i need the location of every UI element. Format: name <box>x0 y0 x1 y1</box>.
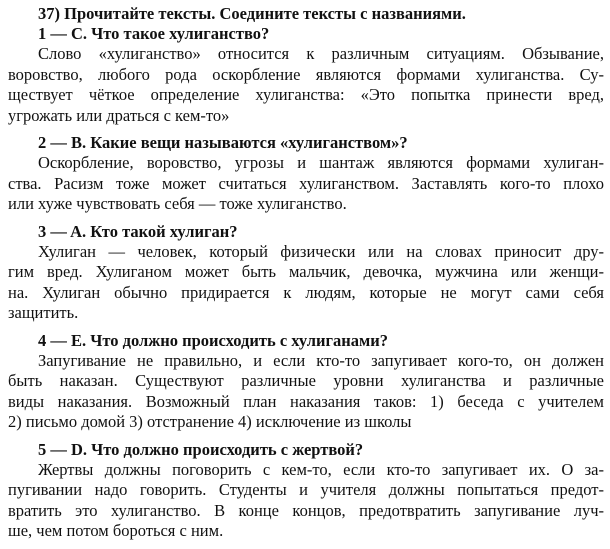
section-2 <box>8 133 604 215</box>
exercise-title: 37) Прочитайте тексты. Соедините тексты с названиями. <box>38 4 466 23</box>
body-line: ществует чёткое определение хулиганства: «Это попытка принести вред, <box>8 85 604 104</box>
section-3 <box>8 222 604 324</box>
section-4 <box>8 331 604 433</box>
body-line: Жертвы должны поговорить с кем-то, если кто-то запугивает их. О за- <box>38 459 604 479</box>
section-heading: 4 — E. Что должно происходить с хулиганами? <box>38 330 389 350</box>
body-line: на. Хулиган обычно придирается к людям, которые не могут сами себя <box>8 282 604 302</box>
section-body <box>8 242 604 324</box>
section-body <box>8 44 604 126</box>
section-body <box>8 153 604 215</box>
body-line: виды наказания. Возможный план наказания таков: 1) беседа с учителем <box>8 391 604 411</box>
body-line: угрожать или драться с кем-то» <box>8 105 230 125</box>
body-line: 2) письмо домой 3) отстранение 4) исключение из школы <box>8 412 412 431</box>
body-line: быть наказан. Существуют различные уровни хулиганства и различные <box>8 371 604 390</box>
section-1 <box>8 24 604 126</box>
section-body <box>8 351 604 433</box>
body-line: или хуже чувствовать себя — тоже хулиганство. <box>8 194 347 213</box>
body-line: Хулиган — человек, который физически или на словах приносит дру- <box>38 241 604 261</box>
section-body <box>8 460 604 542</box>
body-line: защитить. <box>8 303 79 322</box>
body-line: Оскорбление, воровство, угрозы и шантаж являются формами хулиган- <box>38 153 604 172</box>
section-5 <box>8 440 604 542</box>
body-line: Запугивание не правильно, и если кто-то запугивает кого-то, он должен <box>38 350 604 370</box>
body-line: вратить это хулиганство. В конце концов, предотвратить запугивание луч- <box>8 500 604 520</box>
body-line: гим вред. Хулиганом может быть мальчик, девочка, мужчина или женщи- <box>8 262 604 281</box>
section-heading: 1 — C. Что такое хулиганство? <box>38 24 270 43</box>
section-heading: 2 — B. Какие вещи называются «хулиганством»? <box>38 133 408 152</box>
document-page <box>8 4 604 549</box>
body-line: ше, чем потом бороться с ним. <box>8 521 224 540</box>
body-line: воровство, любого рода оскорбление являются формами хулиганства. Су- <box>8 64 604 84</box>
section-heading: 3 — A. Кто такой хулиган? <box>38 221 238 241</box>
body-line: Слово «хулиганство» относится к различным ситуациям. Обзывание, <box>38 44 604 63</box>
body-line: пугивании надо говорить. Студенты и учителя должны попытаться предот- <box>8 480 604 499</box>
body-line: ства. Расизм тоже может считаться хулиганством. Заставлять кого-то плохо <box>8 173 604 193</box>
section-heading: 5 — D. Что должно происходить с жертвой? <box>38 439 364 459</box>
